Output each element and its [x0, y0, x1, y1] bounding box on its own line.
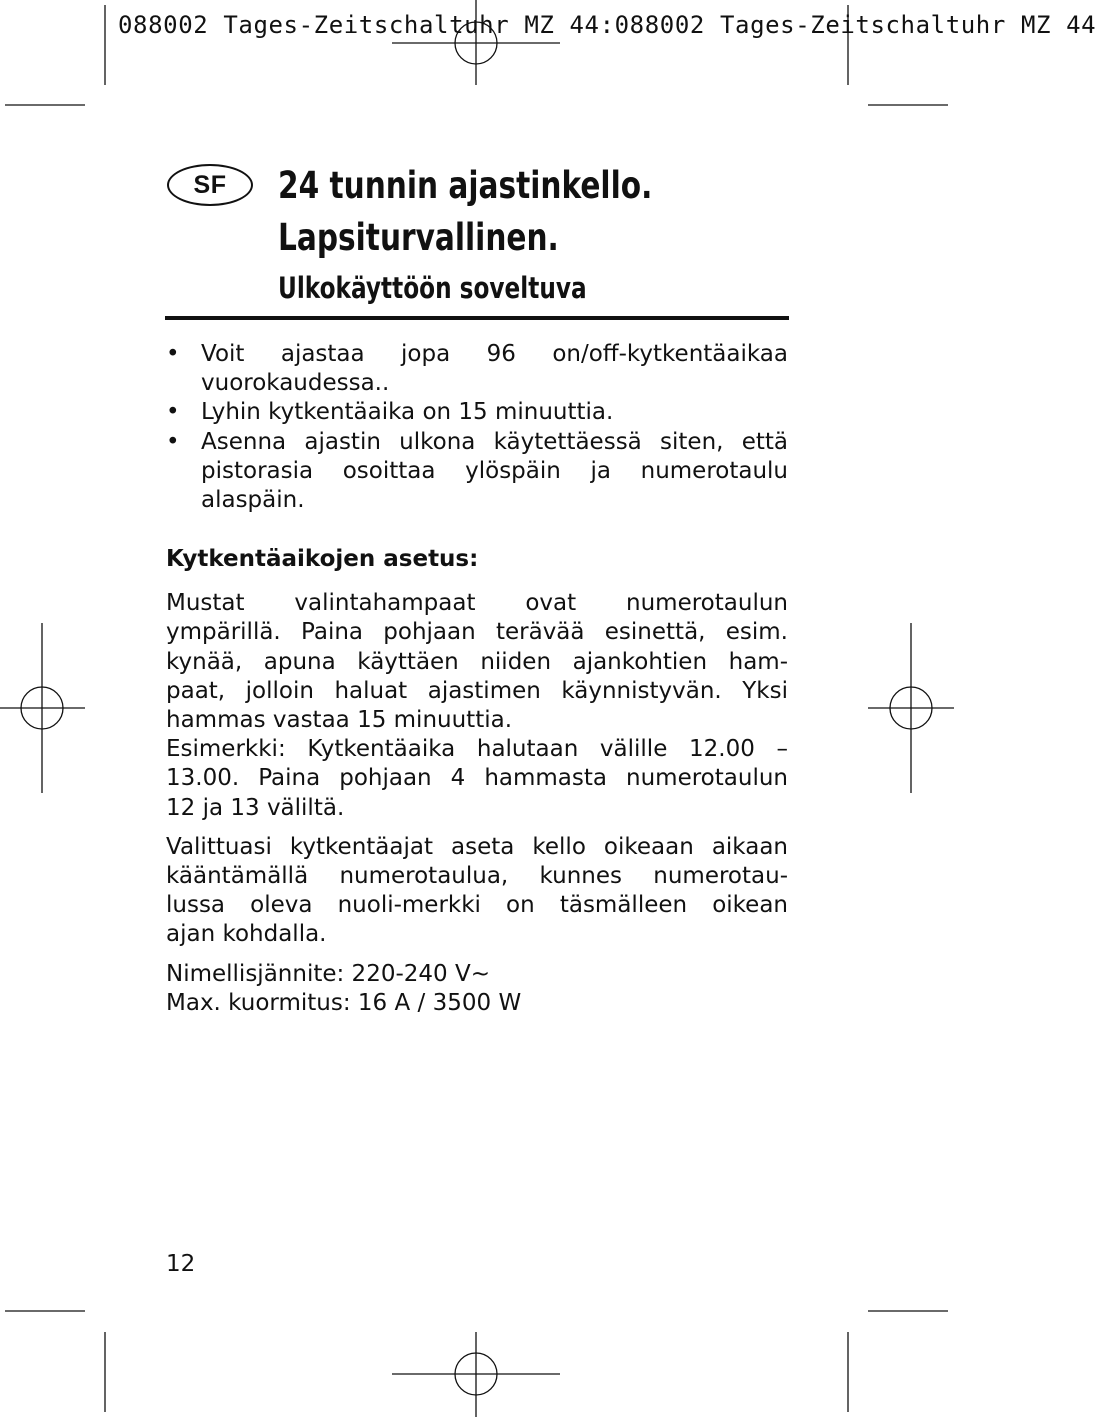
title-divider — [165, 316, 789, 320]
language-badge: SF — [167, 164, 253, 206]
registration-mark-left — [0, 623, 85, 793]
title-line-2: Lapsiturvallinen. — [278, 216, 559, 259]
paragraph-line: Valittuasi kytkentäajat aseta kello oikeaan aikaan — [166, 833, 788, 860]
paragraph-line: lussa oleva nuoli-merkki on täsmälleen oikean — [166, 892, 788, 919]
page-subtitle: Ulkokäyttöön soveltuva — [278, 271, 587, 305]
registration-mark-right — [868, 623, 954, 793]
title-line-1: 24 tunnin ajastinkello. — [278, 164, 653, 207]
instructions-paragraph — [166, 589, 788, 823]
setting-time-paragraph — [166, 833, 788, 950]
paragraph-line: ajan kohdalla. — [166, 921, 327, 948]
bullet-icon: • — [166, 399, 180, 426]
paragraph-line: Esimerkki: Kytkentäaika halutaan välille 12.00 – — [166, 736, 788, 763]
paragraph-line: kynää, apuna käyttäen niiden ajankohtien ham- — [166, 648, 788, 675]
list-item-text-line: Asenna ajastin ulkona käytettäessä siten, että — [201, 428, 788, 455]
main-content — [166, 340, 788, 1018]
list-item — [166, 428, 788, 516]
paragraph-line: 12 ja 13 väliltä. — [166, 794, 345, 821]
bullet-icon: • — [166, 341, 180, 367]
paragraph-line: paat, jolloin haluat ajastimen käynnistyvän. Yksi — [166, 677, 788, 704]
section-heading: Kytkentäaikojen asetus: — [166, 546, 479, 573]
page-title — [278, 160, 652, 264]
page-number: 12 — [166, 1251, 196, 1277]
max-load: Max. kuormitus: 16 A / 3500 W — [166, 989, 522, 1016]
rated-voltage: Nimellisjännite: 220-240 V~ — [166, 960, 490, 987]
list-item-text-line: Voit ajastaa jopa 96 on/off-kytkentäaikaa — [201, 341, 788, 367]
specifications — [166, 960, 788, 1018]
paragraph-line: hammas vastaa 15 minuuttia. — [166, 707, 513, 734]
list-item-text-line: alaspäin. — [201, 487, 305, 514]
bullet-icon: • — [166, 428, 180, 455]
paragraph-line: kääntämällä numerotaulua, kunnes numerotau- — [166, 863, 788, 890]
list-item — [166, 398, 788, 427]
feature-list — [166, 340, 788, 515]
registration-mark-top — [392, 0, 560, 85]
paragraph-line: Mustat valintahampaat ovat numerotaulun — [166, 590, 788, 617]
paragraph-line: 13.00. Paina pohjaan 4 hammasta numerotaulun — [166, 765, 788, 792]
list-item-text-line: pistorasia osoittaa ylöspäin ja numerotaulu — [201, 457, 788, 484]
list-item — [166, 340, 788, 398]
list-item-text-line: vuorokaudessa.. — [201, 370, 390, 397]
registration-mark-bottom — [392, 1332, 560, 1417]
print-header-text: 088002 Tages-Zeitschaltuhr MZ 44:088002 Tages-Zeitschaltuhr MZ 44 — [118, 11, 1096, 39]
paragraph-line: ympärillä. Paina pohjaan terävää esinettä, esim. — [166, 619, 788, 646]
list-item-text-line: Lyhin kytkentäaika on 15 minuuttia. — [201, 399, 614, 426]
